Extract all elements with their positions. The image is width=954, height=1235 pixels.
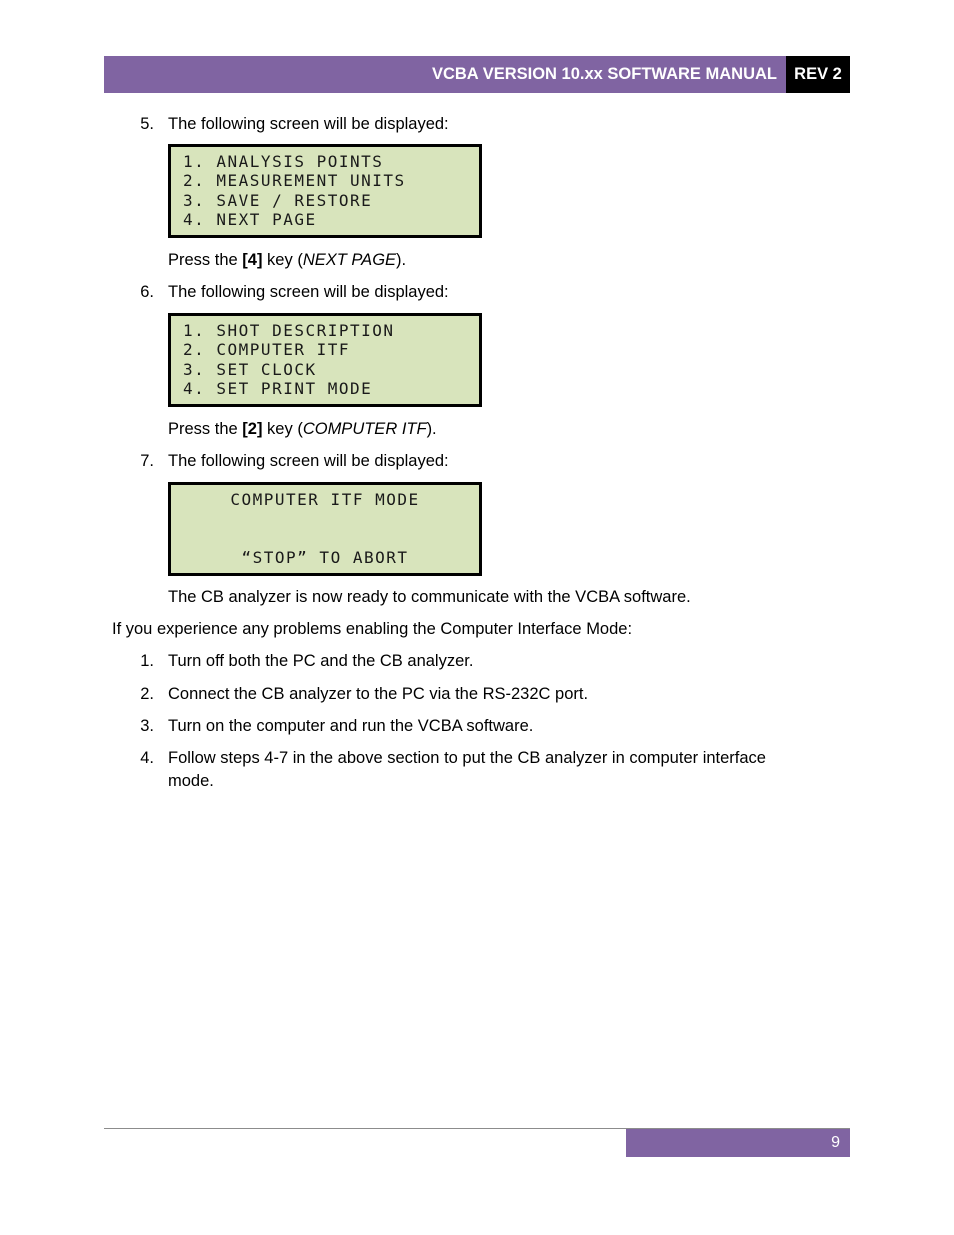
item-text: Connect the CB analyzer to the PC via the RS-232C port. — [168, 685, 589, 703]
step-instruction — [168, 248, 406, 272]
lcd-screen-main-menu — [168, 144, 482, 238]
key-name: COMPUTER ITF — [302, 420, 427, 438]
key-label: [2] — [242, 420, 263, 438]
step-number: 6. — [140, 283, 154, 301]
item-text: Turn on the computer and run the VCBA software. — [168, 717, 534, 735]
lcd-line — [171, 509, 479, 528]
instruction-prefix: Press the — [168, 251, 243, 269]
instruction-suffix: ). — [426, 420, 437, 438]
lcd-line: 1. SHOT DESCRIPTION — [183, 321, 395, 340]
item-text-continued: mode. — [168, 772, 214, 790]
instruction-suffix: ). — [396, 251, 407, 269]
item-text: Turn off both the PC and the CB analyzer. — [168, 652, 474, 670]
item-number: 3. — [140, 717, 154, 735]
lcd-line: COMPUTER ITF MODE — [230, 490, 420, 509]
document-title: VCBA VERSION 10.xx SOFTWARE MANUAL — [431, 65, 777, 83]
lcd-line: 1. ANALYSIS POINTS — [183, 152, 384, 171]
lcd-line: 2. COMPUTER ITF — [183, 340, 350, 360]
item-text: Follow steps 4-7 in the above section to put the CB analyzer in computer interface — [168, 749, 766, 767]
lcd-line: 3. SET CLOCK — [183, 359, 317, 379]
item-number: 1. — [140, 652, 154, 670]
step-number: 7. — [140, 452, 154, 470]
lcd-screen-next-page — [168, 313, 482, 407]
lcd-line: 4. NEXT PAGE — [183, 209, 317, 229]
lcd-line: 3. SAVE / RESTORE — [183, 190, 373, 210]
key-label: [4] — [242, 251, 263, 269]
lcd-line: “STOP” TO ABORT — [241, 547, 409, 567]
footer-bar — [626, 1129, 850, 1157]
step-text: The following screen will be displayed: — [168, 115, 449, 133]
instruction-prefix: Press the — [168, 420, 243, 438]
troubleshoot-intro: If you experience any problems enabling the Computer Interface Mode: — [112, 620, 633, 638]
header-bar — [104, 56, 786, 93]
revision-badge — [786, 56, 850, 93]
item-number: 4. — [140, 749, 154, 767]
lcd-screen-computer-mode — [168, 482, 482, 576]
step-instruction — [168, 417, 437, 441]
step-text: The following screen will be displayed: — [168, 283, 449, 301]
ready-message: The CB analyzer is now ready to communicate with the VCBA software. — [168, 588, 691, 606]
instruction-middle: key ( — [262, 251, 303, 269]
lcd-line — [171, 529, 479, 548]
step-text: The following screen will be displayed: — [168, 452, 449, 470]
revision-label: REV 2 — [794, 65, 842, 83]
lcd-line: 2. MEASUREMENT UNITS — [183, 171, 406, 191]
key-name: NEXT PAGE — [302, 251, 397, 269]
item-number: 2. — [140, 685, 154, 703]
page-number: 9 — [831, 1134, 840, 1151]
instruction-middle: key ( — [262, 420, 303, 438]
step-number: 5. — [140, 115, 154, 133]
lcd-line: 4. SET PRINT MODE — [183, 378, 373, 398]
